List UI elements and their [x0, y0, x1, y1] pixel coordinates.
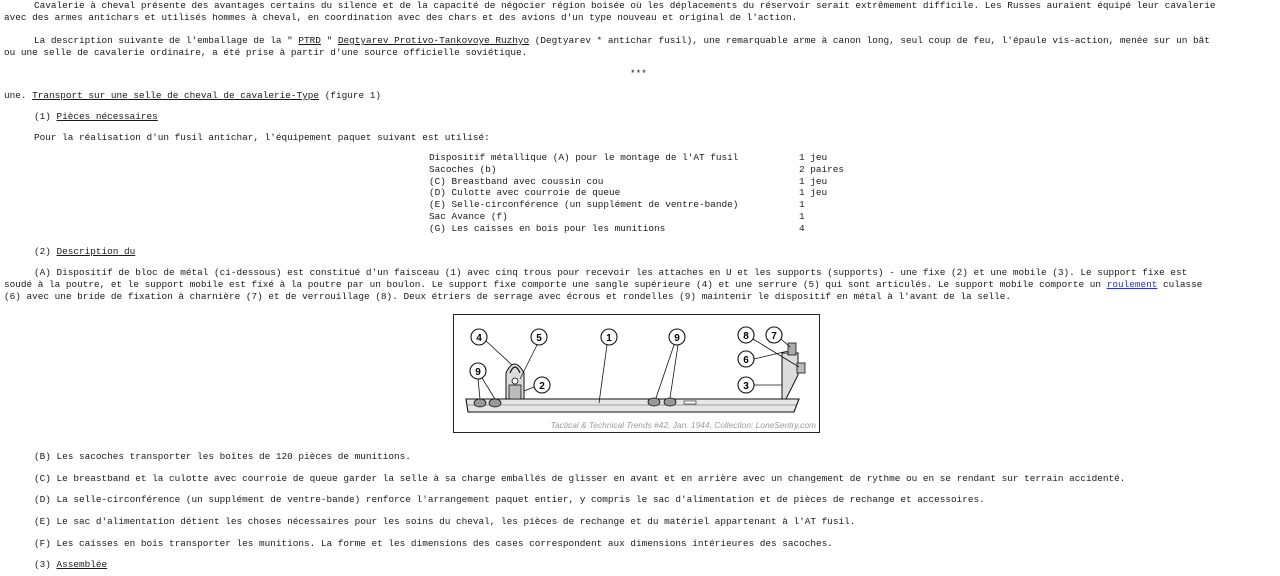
beam-slot [684, 401, 696, 404]
equipment-item: (E) Selle-circonférence (un supplément de ventre-bande) [429, 199, 739, 211]
equipment-item: Sacoches (b) [429, 163, 497, 175]
svg-text:7: 7 [771, 331, 777, 342]
equipment-row [429, 152, 828, 164]
callout-2 [524, 377, 550, 393]
item-b: (B) Les sacoches transporter les boîtes de 120 pièces de munitions. [34, 451, 411, 462]
svg-text:4: 4 [476, 333, 482, 344]
roulement-link[interactable]: roulement [1106, 279, 1158, 290]
item-a-line1: (A) Dispositif de bloc de métal (ci-dessous) est constitué d'un faisceau (1) avec cinq trous pour recevoir les attaches en U et les supports (supports) - une fixe (2) et une mobile (3). Le support fixe est [34, 267, 1188, 278]
description-heading [34, 246, 135, 258]
svg-text:3: 3 [743, 381, 749, 392]
equipment-qty: 4 [799, 222, 805, 234]
ptrd-full-name: Degtyarev Protivo-Tankovoye Ruzhyo [337, 35, 530, 46]
assembly-heading [34, 559, 107, 571]
assembly-title: Assemblée [56, 559, 108, 570]
intro-paragraph-line1: Cavalerie à cheval présente des avantages certains du silence et de la capacité de négocier région boisée où les déplacements du réservoir serait extrêmement difficile. Les Russes auraient équipé leur cavalerie [34, 0, 1216, 11]
item-d: (D) La selle-circonférence (un supplément de ventre-bande) renforce l'arrangement paquet entier, y compris le sac d'alimentation et de pièces de rechange et accessoires. [34, 494, 985, 505]
item-a-line3: (6) avec une bride de fixation à charnière (7) et de verrouillage (8). Deux étriers de serrage avec écrous et rondelles (9) maintenir le dispositif en métal à l'avant de la selle. [4, 291, 1012, 302]
svg-text:2: 2 [539, 381, 545, 392]
breech-bearing [788, 343, 796, 355]
callout-4 [471, 329, 512, 365]
callout-6 [738, 351, 788, 367]
equipment-row [429, 211, 805, 223]
callout-3 [738, 377, 782, 393]
clamp-nut [489, 399, 501, 407]
clamp-nut [474, 399, 486, 407]
parts-heading [34, 111, 158, 123]
equipment-qty: 2 paires [799, 163, 845, 175]
equipment-item: (G) Les caisses en bois pour les munitions [429, 222, 666, 234]
metal-device-figure [453, 314, 820, 433]
callout-7 [766, 327, 790, 347]
parts-number: (1) [34, 111, 57, 122]
ptrd-desc-mid: " [320, 35, 338, 46]
description-number: (2) [34, 246, 57, 257]
intro-paragraph-line2: avec des armes antichars et utilisés hommes à cheval, en coordination avec des chars et des avions d'un type nouveau et original de l'action. [4, 12, 798, 23]
equipment-row [429, 187, 828, 199]
section-separator-stars: *** [630, 68, 647, 79]
svg-text:9: 9 [475, 367, 481, 378]
equipment-row [429, 163, 845, 176]
callout-9-middle [656, 329, 685, 398]
equipment-item: Dispositif métallique (A) pour le montage de l'AT fusil [429, 152, 739, 163]
callout-9-left [470, 363, 495, 399]
section-title: Transport sur une selle de cheval de cavalerie-Type [32, 90, 320, 101]
callout-5 [520, 329, 547, 379]
parts-intro: Pour la réalisation d'un fusil antichar, l'équipement paquet suivant est utilisé: [34, 132, 490, 143]
ptrd-abbrev: PTRD [298, 35, 321, 46]
svg-text:5: 5 [536, 333, 542, 344]
equipment-qty: 1 jeu [799, 187, 828, 199]
ptrd-desc-post: (Degtyarev * antichar fusil), une remarquable arme à canon long, seul coup de feu, l'épaule vis-action, menée sur un bât [529, 35, 1210, 46]
equipment-row [429, 199, 805, 211]
beam-shape [466, 399, 799, 412]
item-e: (E) Le sac d'alimentation détient les choses nécessaires pour les soins du cheval, les pièces de rechange et du matériel appartenant à l'AT fusil. [34, 516, 856, 527]
item-f: (F) Les caisses en bois transporter les munitions. La forme et les dimensions des cases correspondent aux dimensions intérieures des sacoches. [34, 538, 833, 549]
equipment-item: Sac Avance (f) [429, 211, 508, 222]
item-a-line2-post: culasse [1157, 279, 1203, 290]
ptrd-description-line2: ou une selle de cavalerie ordinaire, a été prise à partir d'une source officielle soviétique. [4, 47, 528, 58]
svg-text:6: 6 [743, 355, 749, 366]
equipment-row [429, 175, 828, 188]
clamp-nut [648, 398, 660, 406]
parts-title: Pièces nécessaires [56, 111, 158, 122]
metal-device-drawing [454, 315, 819, 432]
svg-text:9: 9 [674, 333, 680, 344]
item-a-line2-pre: soudé à la poutre, et le support mobile est fixé à la poutre par un boulon. Le support fixe comporte une sangle supérieure (4) et une serrure (5) qui sont articulés. Le support mobile comporte un [4, 279, 1107, 290]
fixed-support-lock [512, 378, 518, 384]
ptrd-desc-pre: La description suivante de l'emballage de la " [34, 35, 299, 46]
svg-text:1: 1 [606, 333, 612, 344]
item-c: (C) Le breastband et la culotte avec courroie de queue garder la selle à sa charge emballés de glisser en avant et en arrière avec un changement de rythme ou en se rendant sur terrain accidenté. [34, 473, 1126, 484]
description-title: Description du [56, 246, 136, 257]
equipment-qty: 1 [799, 199, 805, 211]
section-heading [4, 90, 381, 102]
equipment-row [429, 222, 805, 235]
equipment-item: (D) Culotte avec courroie de queue [429, 187, 621, 199]
svg-text:8: 8 [743, 331, 749, 342]
equipment-qty: 1 jeu [799, 175, 828, 187]
equipment-qty: 1 [799, 211, 805, 222]
clamp-nut [664, 398, 676, 406]
movable-support-shape [782, 353, 798, 399]
equipment-qty: 1 jeu [799, 152, 828, 163]
item-a-line2 [4, 279, 1202, 291]
callout-1 [599, 329, 617, 403]
assembly-number: (3) [34, 559, 57, 570]
equipment-item: (C) Breastband avec coussin cou [429, 175, 604, 187]
figure-caption: Tactical & Technical Trends #42, Jan. 1944, Collection: LoneSentry.com [550, 420, 816, 430]
locking-latch [797, 363, 805, 373]
section-suffix: (figure 1) [319, 90, 381, 101]
fixed-support-block [509, 385, 521, 399]
section-prefix: une. [4, 90, 33, 101]
ptrd-description-line1 [34, 35, 1210, 47]
